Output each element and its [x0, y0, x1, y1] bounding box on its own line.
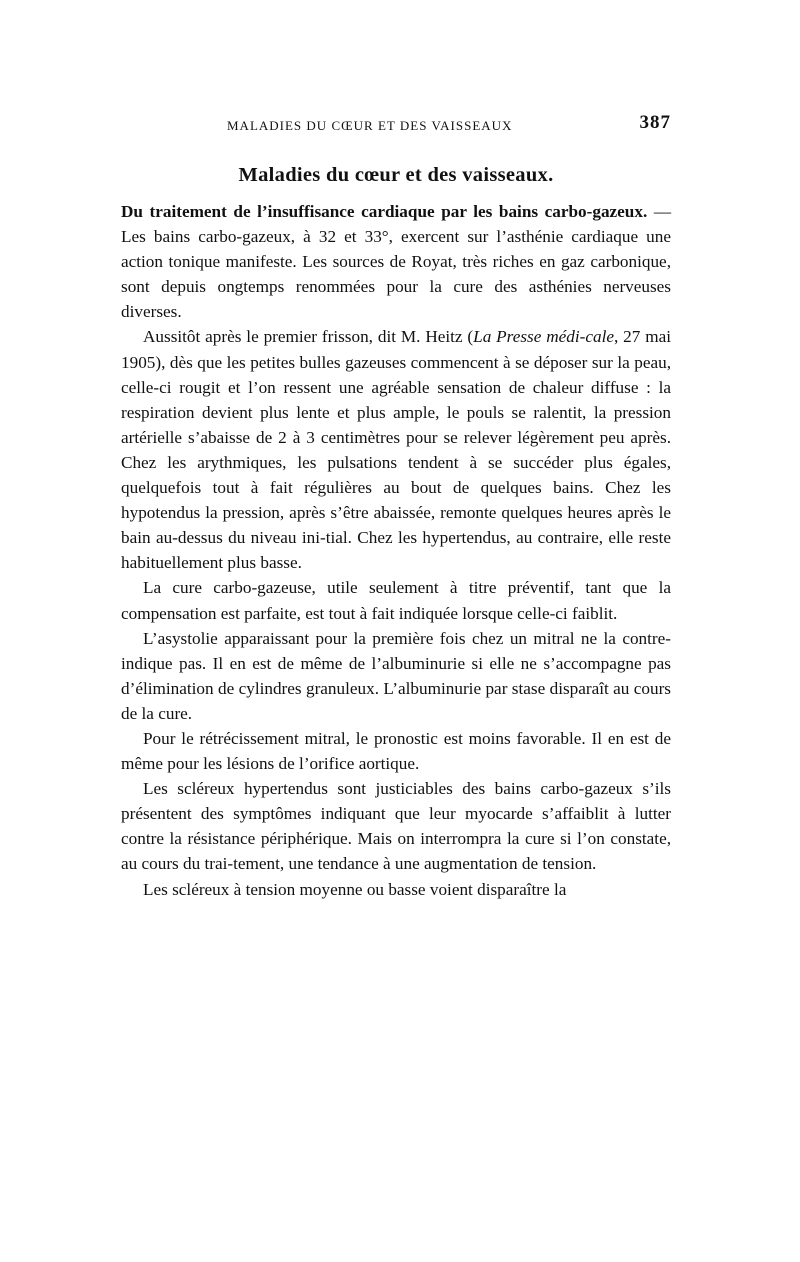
p2-before-citation: Aussitôt après le premier frisson, dit M. Heitz (: [143, 327, 474, 347]
paragraph-intro: [121, 199, 671, 324]
intro-text: — Les bains carbo-gazeux, à 32 et 33°, exercent sur l’asthénie cardiaque une action tonique manifeste. Les sources de Royat, très riches en gaz carbonique, sont depuis ongtemps renommées pour la cure des asthénies nerveuses diverses.: [121, 202, 671, 322]
p2-after-citation: , 27 mai 1905), dès que les petites bulles gazeuses commencent à se déposer sur la peau, celle-ci rougit et l’on ressent une agréable sensation de chaleur diffuse : la respiration devient plus lente et plus ample, le pouls se ralentit, la pression artérielle s’abaisse de 2 à 3 centimètres pour se relever légèrement peu après. Chez les arythmiques, les pulsations tendent à se succéder plus égales, quelquefois tout à fait régulières au bout de quelques bains. Chez les hypotendus la pression, après s’être abaissée, remonte quelques heures après le bain au-dessus du niveau ini-tial. Chez les hypertendus, au contraire, elle reste habituellement plus basse.: [121, 327, 671, 573]
running-header: [121, 112, 671, 136]
page-number: 387: [639, 112, 671, 133]
paragraph-mitral-stenosis: Pour le rétrécissement mitral, le pronostic est moins favorable. Il en est de même pour les lésions de l’orifice aortique.: [121, 728, 671, 774]
book-page: [121, 112, 671, 902]
paragraph-physiological-effects: [121, 324, 671, 575]
article-heading: Du traitement de l’insuffisance cardiaque par les bains carbo-gazeux.: [121, 202, 648, 221]
paragraph-asystolie: L’asystolie apparaissant pour la première fois chez un mitral ne la contre-indique pas. Il en est de même de l’albuminurie si elle ne s’accompagne pas d’élimination de cylindres granuleux. L’albuminurie par stase disparaît au cours de la cure.: [121, 628, 671, 723]
journal-title: La Presse médi-cale: [473, 327, 614, 347]
running-title: MALADIES DU CŒUR ET DES VAISSEAUX: [227, 118, 513, 133]
section-title: Maladies du cœur et des vaisseaux.: [238, 164, 554, 186]
paragraph-cure-indication: La cure carbo-gazeuse, utile seulement à titre préventif, tant que la compensation est parfaite, est tout à fait indiquée lorsque celle-ci faiblit.: [121, 578, 671, 623]
paragraph-normotensive-sclerotics: Les scléreux à tension moyenne ou basse voient disparaître la: [143, 879, 567, 899]
paragraph-hypertensive-sclerotics: Les scléreux hypertendus sont justiciables des bains carbo-gazeux s’ils présentent des symptômes indiquant que leur myocarde s’affaiblit à lutter contre la résistance périphérique. Mais on interrompra la cure si l’on constate, au cours du trai-tement, une tendance à une augmentation de tension.: [121, 779, 671, 874]
